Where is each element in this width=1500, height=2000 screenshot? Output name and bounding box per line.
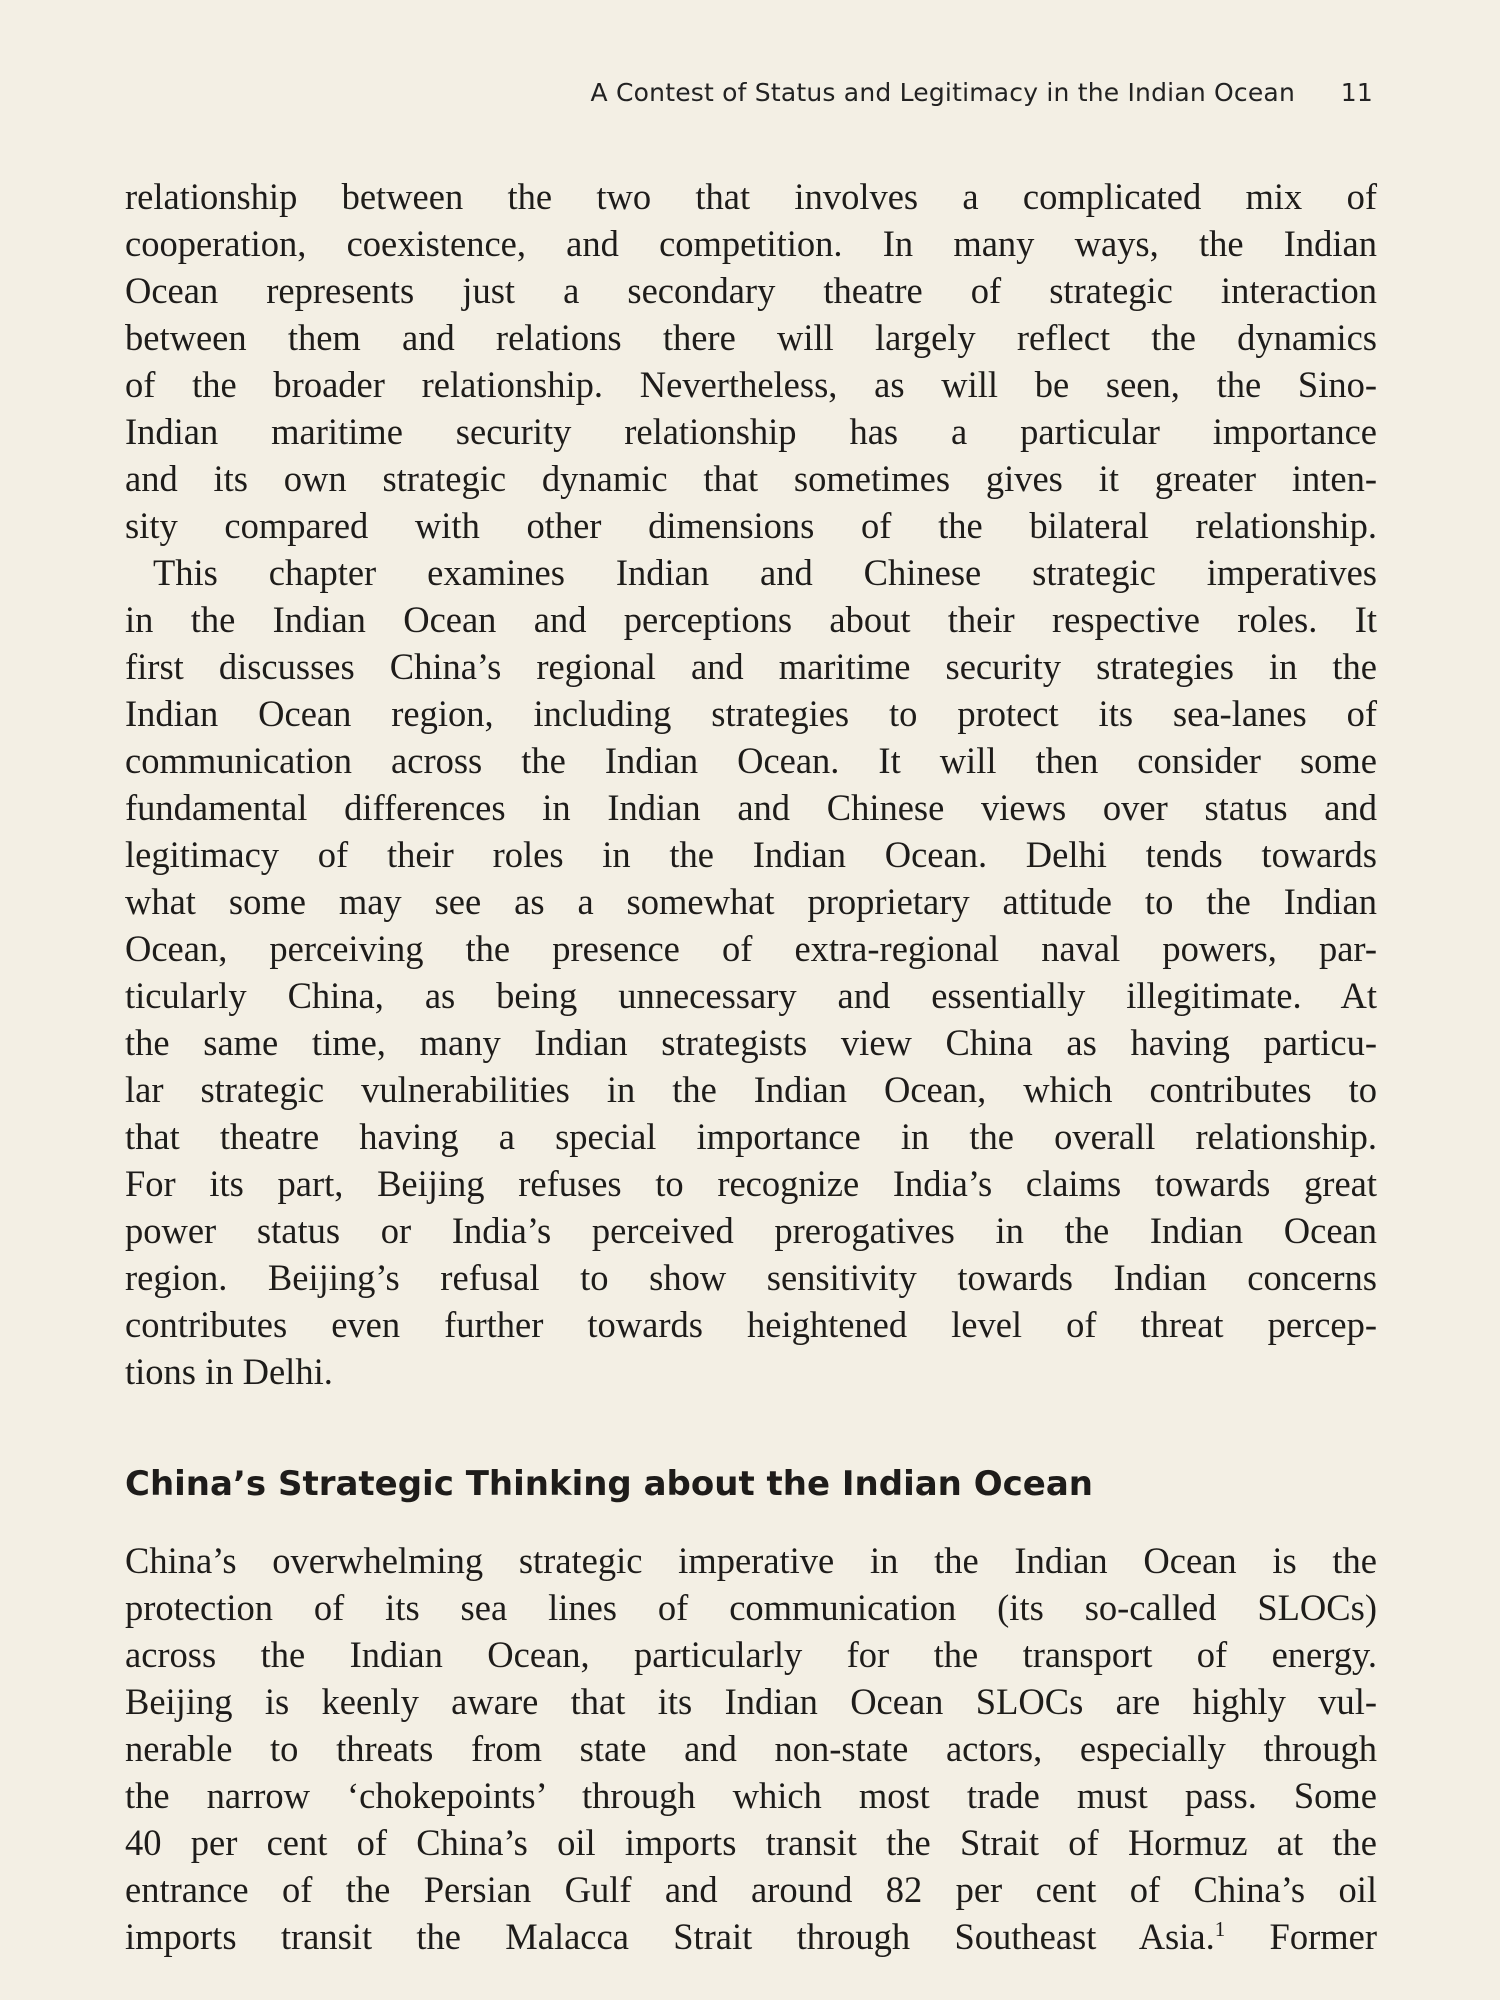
text-segment: Former <box>1225 1916 1377 1957</box>
text-line: nerable to threats from state and non-state actors, especially through <box>125 1728 1377 1769</box>
text-line: protection of its sea lines of communication (its so-called SLOCs) <box>125 1587 1377 1628</box>
footnote-reference[interactable]: 1 <box>1214 1917 1226 1941</box>
text-line: 40 per cent of China’s oil imports transit the Strait of Hormuz at the <box>125 1822 1377 1863</box>
text-line: of the broader relationship. Nevertheless, as will be seen, the Sino- <box>125 364 1377 405</box>
text-line: cooperation, coexistence, and competition. In many ways, the Indian <box>125 223 1377 264</box>
text-line: power status or India’s perceived prerogatives in the Indian Ocean <box>125 1210 1377 1251</box>
text-line: Indian Ocean region, including strategies to protect its sea-lanes of <box>125 693 1377 734</box>
text-line: fundamental differences in Indian and Chinese views over status and <box>125 787 1377 828</box>
text-line: across the Indian Ocean, particularly for the transport of energy. <box>125 1634 1377 1675</box>
text-line: sity compared with other dimensions of the bilateral relationship. <box>125 505 1377 546</box>
text-line: Beijing is keenly aware that its Indian Ocean SLOCs are highly vul- <box>125 1681 1377 1722</box>
text-line: that theatre having a special importance in the overall relationship. <box>125 1116 1377 1157</box>
text-line: entrance of the Persian Gulf and around 82 per cent of China’s oil <box>125 1869 1377 1910</box>
text-line: Ocean, perceiving the presence of extra-regional naval powers, par- <box>125 928 1377 969</box>
running-title: A Contest of Status and Legitimacy in the Indian Ocean <box>590 78 1295 107</box>
page-number: 11 <box>1340 78 1373 107</box>
text-line: contributes even further towards heightened level of threat percep- <box>125 1304 1377 1345</box>
text-segment: imports transit the Malacca Strait through Southeast Asia. <box>125 1916 1215 1957</box>
paragraph-2 <box>125 549 1377 1395</box>
text-line: This chapter examines Indian and Chinese strategic imperatives <box>153 552 1377 593</box>
text-line: and its own strategic dynamic that sometimes gives it greater inten- <box>125 458 1377 499</box>
text-line: Ocean represents just a secondary theatre of strategic interaction <box>125 270 1377 311</box>
text-line: region. Beijing’s refusal to show sensitivity towards Indian concerns <box>125 1257 1377 1298</box>
text-line: communication across the Indian Ocean. It will then consider some <box>125 740 1377 781</box>
text-line: tions in Delhi. <box>125 1351 333 1392</box>
text-line: the narrow ‘chokepoints’ through which most trade must pass. Some <box>125 1775 1377 1816</box>
text-line: what some may see as a somewhat proprietary attitude to the Indian <box>125 881 1377 922</box>
text-line: the same time, many Indian strategists view China as having particu- <box>125 1022 1377 1063</box>
text-line: For its part, Beijing refuses to recognize India’s claims towards great <box>125 1163 1377 1204</box>
text-line-with-footnote <box>125 1913 1377 1960</box>
text-line: Indian maritime security relationship has a particular importance <box>125 411 1377 452</box>
text-line: relationship between the two that involves a complicated mix of <box>125 176 1377 217</box>
paragraph-3 <box>125 1537 1377 1960</box>
text-line: China’s overwhelming strategic imperative in the Indian Ocean is the <box>125 1540 1377 1581</box>
section-heading: China’s Strategic Thinking about the Indian Ocean <box>125 1464 1093 1504</box>
text-line: legitimacy of their roles in the Indian Ocean. Delhi tends towards <box>125 834 1377 875</box>
text-line: first discusses China’s regional and maritime security strategies in the <box>125 646 1377 687</box>
text-line: in the Indian Ocean and perceptions about their respective roles. It <box>125 599 1377 640</box>
text-line: lar strategic vulnerabilities in the Indian Ocean, which contributes to <box>125 1069 1377 1110</box>
text-line: between them and relations there will largely reflect the dynamics <box>125 317 1377 358</box>
running-head <box>125 78 1373 118</box>
text-line: ticularly China, as being unnecessary and essentially illegitimate. At <box>125 975 1377 1016</box>
paragraph-1 <box>125 173 1377 549</box>
